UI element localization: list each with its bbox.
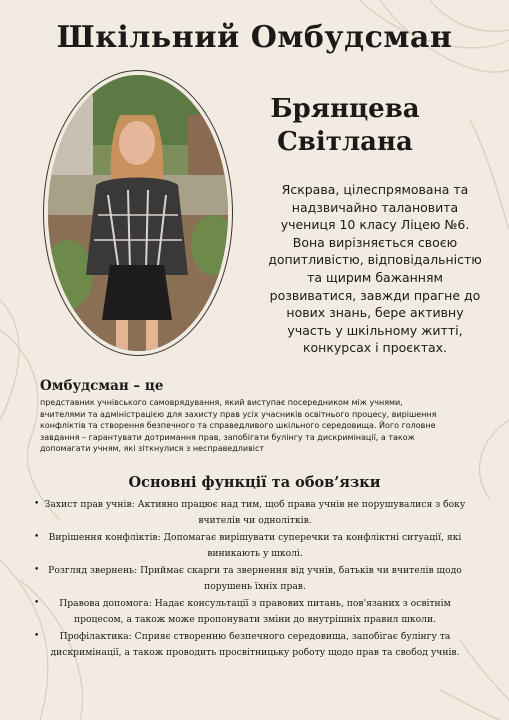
list-item	[30, 596, 470, 627]
definition-text: представник учнівського самоврядування, який виступає посередником між учнями, вчителями та адміністрацією для захисту прав усіх учасників освітнього процесу, вирішення конфліктів та створення безпечного та справедливого шкільного середовища. Його головне завдання – гарантувати дотримання прав, запобігати булінгу та дискримінації, а також допомагати учням, які зіткнулися з несправедливіст	[40, 398, 437, 454]
function-text: Захист прав учнів: Активно працює над тим, щоб права учнів не порушувалися з боку вчителів чи однолітків.	[44, 499, 466, 526]
bullet-icon: •	[34, 565, 40, 575]
bullet-icon: •	[34, 631, 40, 641]
functions-list	[30, 497, 470, 662]
page-title: Шкільний Омбудсман	[56, 20, 453, 55]
person-name	[245, 93, 445, 159]
bullet-icon: •	[34, 499, 40, 509]
bullet-icon: •	[34, 598, 40, 608]
list-item	[30, 530, 470, 561]
function-text: Профілактика: Сприяє створенню безпечного середовища, запобігає булінгу та дискримінації, а також проводить просвітницьку роботу щодо прав та свобод учнів.	[50, 631, 460, 658]
portrait-illustration	[48, 75, 228, 351]
list-item	[30, 629, 470, 660]
definition-heading: Омбудсман – це	[40, 378, 164, 394]
functions-heading: Основні функції та обов’язки	[128, 474, 381, 491]
bullet-icon: •	[34, 532, 40, 542]
person-bio: Яскрава, цілеспрямована та надзвичайно талановита учениця 10 класу Ліцею №6. Вона вирізняється своєю допитливістю, відповідальністю та щирим бажанням розвиватися, завжди прагне до нових знань, бере активну участь у шкільному житті, конкурсах і проєктах.	[268, 182, 482, 356]
list-item	[30, 563, 470, 594]
function-text: Вирішення конфліктів: Допомагає вирішувати суперечки та конфліктні ситуації, які виникають у школі.	[48, 532, 462, 559]
list-item	[30, 497, 470, 528]
function-text: Розгляд звернень: Приймає скарги та звернення від учнів, батьків чи вчителів щодо порушень їхніх прав.	[48, 565, 462, 592]
person-surname: Брянцева	[270, 94, 420, 124]
portrait-photo	[48, 75, 228, 351]
person-first-name: Світлана	[277, 127, 413, 157]
function-text: Правова допомога: Надає консультації з правових питань, пов'язаних з освітнім процесом, а також може пропонувати зміни до внутрішніх правил школи.	[59, 598, 451, 625]
